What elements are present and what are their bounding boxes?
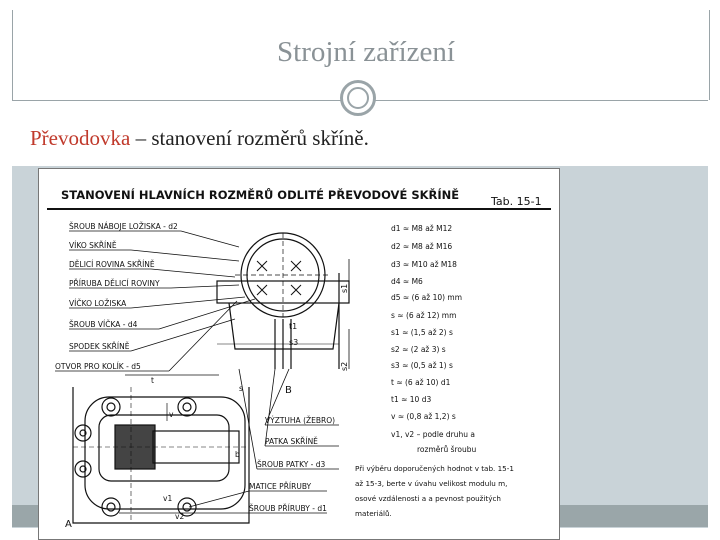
heading-rest: – stanovení rozměrů skříně. bbox=[130, 126, 369, 150]
dim-s3: s3 bbox=[289, 338, 299, 347]
formula-bolt-size: rozměrů šroubu bbox=[417, 445, 477, 454]
formula-d1: d1 ≈ M8 až M12 bbox=[391, 224, 453, 233]
label-flange-nut: MATICE PŘÍRUBY bbox=[249, 482, 312, 491]
note-line-1: Při výběru doporučených hodnot v tab. 15-1 bbox=[355, 464, 514, 473]
decorative-circle-icon bbox=[340, 80, 376, 116]
dim-t1: t1 bbox=[289, 322, 298, 331]
formula-v1-v2: v1, v2 – podle druhu a bbox=[391, 430, 475, 439]
label-flange-bolt: ŠROUB PŘÍRUBY - d1 bbox=[249, 504, 327, 513]
technical-drawing bbox=[39, 169, 559, 539]
note-line-3: osové vzdálenosti a a pevnost použitých bbox=[355, 494, 501, 503]
label-split-plane: DĚLICÍ ROVINA SKŘÍNĚ bbox=[69, 260, 155, 269]
figure-title: STANOVENÍ HLAVNÍCH ROZMĚRŮ ODLITÉ PŘEVODOVÉ SKŘÍNĚ bbox=[61, 188, 460, 202]
dim-v: v bbox=[169, 410, 174, 419]
dim-s: s bbox=[239, 384, 243, 393]
view-label-b: B bbox=[285, 385, 292, 396]
formula-d5: d5 ≈ (6 až 10) mm bbox=[391, 293, 463, 302]
formula-v: v ≈ (0,8 až 1,2) s bbox=[391, 412, 456, 421]
label-housing-base: SPODEK SKŘÍNĚ bbox=[69, 342, 130, 351]
label-bearing-hub-bolt: ŠROUB NÁBOJE LOŽISKA - d2 bbox=[69, 222, 178, 231]
label-cap-bolt: ŠROUB VÍČKA - d4 bbox=[69, 320, 138, 329]
label-pin-hole: OTVOR PRO KOLÍK - d5 bbox=[55, 362, 141, 371]
dim-v1: v1 bbox=[163, 494, 173, 503]
label-bearing-cap: VÍČKO LOŽISKA bbox=[69, 299, 127, 308]
label-housing-cover: VÍKO SKŘÍNĚ bbox=[69, 241, 117, 250]
dim-t: t bbox=[151, 376, 154, 385]
label-housing-foot: PATKA SKŘÍNĚ bbox=[265, 437, 318, 446]
formula-s1: s1 ≈ (1,5 až 2) s bbox=[391, 328, 453, 337]
heading-accent: Převodovka bbox=[30, 126, 131, 150]
formula-s: s ≈ (6 až 12) mm bbox=[391, 311, 457, 320]
label-foot-bolt: ŠROUB PATKY - d3 bbox=[257, 460, 326, 469]
note-line-4: materiálů. bbox=[355, 509, 392, 518]
top-view-a bbox=[73, 375, 249, 523]
label-rib: VÝZTUHA (ŽEBRO) bbox=[265, 416, 336, 425]
note-line-2: až 15-3, berte v úvahu velikost modulu m, bbox=[355, 479, 508, 488]
dim-b: b bbox=[235, 450, 240, 459]
dim-s2: s2 bbox=[340, 361, 349, 371]
figure-tab-number: Tab. 15-1 bbox=[491, 195, 542, 208]
formula-s3: s3 ≈ (0,5 až 1) s bbox=[391, 361, 453, 370]
dim-v2: v2 bbox=[175, 512, 185, 521]
view-label-a: A bbox=[65, 519, 72, 530]
label-split-flange: PŘÍRUBA DĚLICÍ ROVINY bbox=[69, 279, 160, 288]
formula-d4: d4 ≈ M6 bbox=[391, 277, 423, 286]
formula-d3: d3 ≈ M10 až M18 bbox=[391, 260, 457, 269]
formula-t: t ≈ (6 až 10) d1 bbox=[391, 378, 451, 387]
formula-s2: s2 ≈ (2 až 3) s bbox=[391, 345, 446, 354]
slide-title: Strojní zařízení bbox=[277, 36, 455, 68]
formula-d2: d2 ≈ M8 až M16 bbox=[391, 242, 453, 251]
slide-heading bbox=[30, 126, 369, 151]
formula-t1: t1 ≈ 10 d3 bbox=[391, 395, 432, 404]
dim-s1: s1 bbox=[340, 283, 349, 293]
scanned-figure bbox=[38, 168, 560, 540]
